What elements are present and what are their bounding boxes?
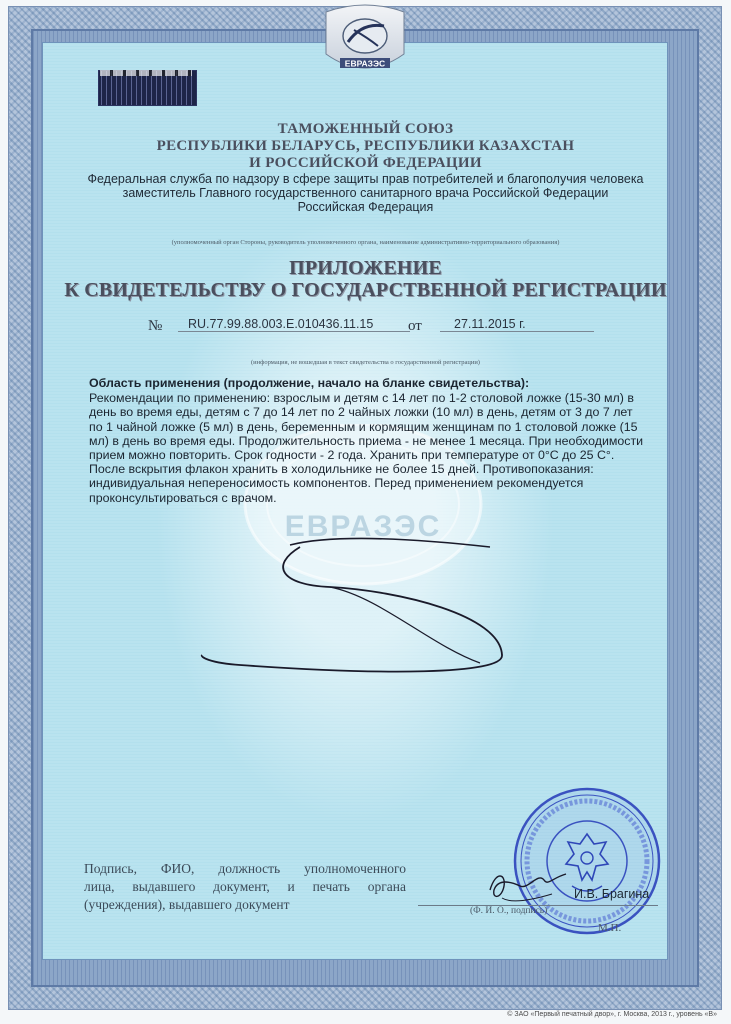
caption-line2: лица, выдавшего документ, и печать органа <box>84 879 406 894</box>
fio-label: (Ф. И. О., подпись) <box>470 906 548 916</box>
union-title-line1: ТАМОЖЕННЫЙ СОЮЗ <box>277 121 454 137</box>
registration-date: 27.11.2015 г. <box>440 317 594 332</box>
union-title-line2: РЕСПУБЛИКИ БЕЛАРУСЬ, РЕСПУБЛИКИ КАЗАХСТАН <box>156 138 575 154</box>
union-title-line3: И РОССИЙСКОЙ ФЕДЕРАЦИИ <box>249 155 482 171</box>
svg-text:ЕВРАЗЭС: ЕВРАЗЭС <box>284 510 442 543</box>
eurasec-emblem <box>318 2 412 78</box>
signer-signature <box>482 860 572 910</box>
printer-footer: © ЗАО «Первый печатный двор», г. Москва, 2013 г., уровень «В» <box>507 1011 717 1018</box>
svg-text:ЕВРАЗЭС: ЕВРАЗЭС <box>344 58 386 69</box>
from-label: от <box>408 318 422 334</box>
registration-number: RU.77.99.88.003.E.010436.11.15 <box>178 317 410 332</box>
seal-place-label: М.П. <box>598 922 622 934</box>
agency-line3: Российская Федерация <box>297 200 434 214</box>
application-lead: Область применения (продолжение, начало на бланке свидетельства): <box>89 376 530 390</box>
appendix-subtitle: К СВИДЕТЕЛЬСТВУ О ГОСУДАРСТВЕННОЙ РЕГИСТРАЦИИ <box>64 279 667 301</box>
caption-line3: (учреждения), выдавшего документ <box>84 897 290 912</box>
signature-caption <box>84 860 406 914</box>
signer-name: И.В. Брагина <box>574 887 650 901</box>
agency-line2: заместитель Главного государственного санитарного врача Российской Федерации <box>122 186 609 200</box>
application-text <box>89 376 649 505</box>
number-sign: № <box>148 318 163 334</box>
authority-note: (уполномоченный орган Стороны, руководитель уполномоченного органа, наименование административно-территориального образования) <box>171 239 560 246</box>
security-code-strip <box>100 70 192 76</box>
handwritten-signature <box>180 525 520 685</box>
caption-line1: Подпись, ФИО, должность уполномоченного <box>84 861 406 876</box>
appendix-title: ПРИЛОЖЕНИЕ <box>289 257 442 279</box>
info-note: (информация, не вошедшая в текст свидетельства о государственной регистрации) <box>251 359 480 366</box>
agency-line1: Федеральная служба по надзору в сфере защиты прав потребителей и благополучия человека <box>87 172 644 186</box>
registration-line <box>148 315 588 335</box>
application-paragraph: Рекомендации по применению: взрослым и детям с 14 лет по 1-2 столовой ложке (15-30 мл) в день во время еды, детям с 7 до 14 лет по 2 чайных ложки (10 мл) в день, детям от 3 до 7 лет по 1 чайной ложке (5 мл) в день, беременным и кормящим женщинам по 1 столовой ложке (15 мл) в день во время еды. Продолжительность приема - не менее 1 месяца. При необходимости прием можно повторить. Срок годности - 2 года. Хранить при температуре от 0°С до 25 С°. После вскрытия флакон хранить в холодильнике не более 15 дней. Противопоказания: индивидуальная непереносимость компонентов. Перед применением рекомендуется проконсультироваться с врачом. <box>89 391 644 505</box>
